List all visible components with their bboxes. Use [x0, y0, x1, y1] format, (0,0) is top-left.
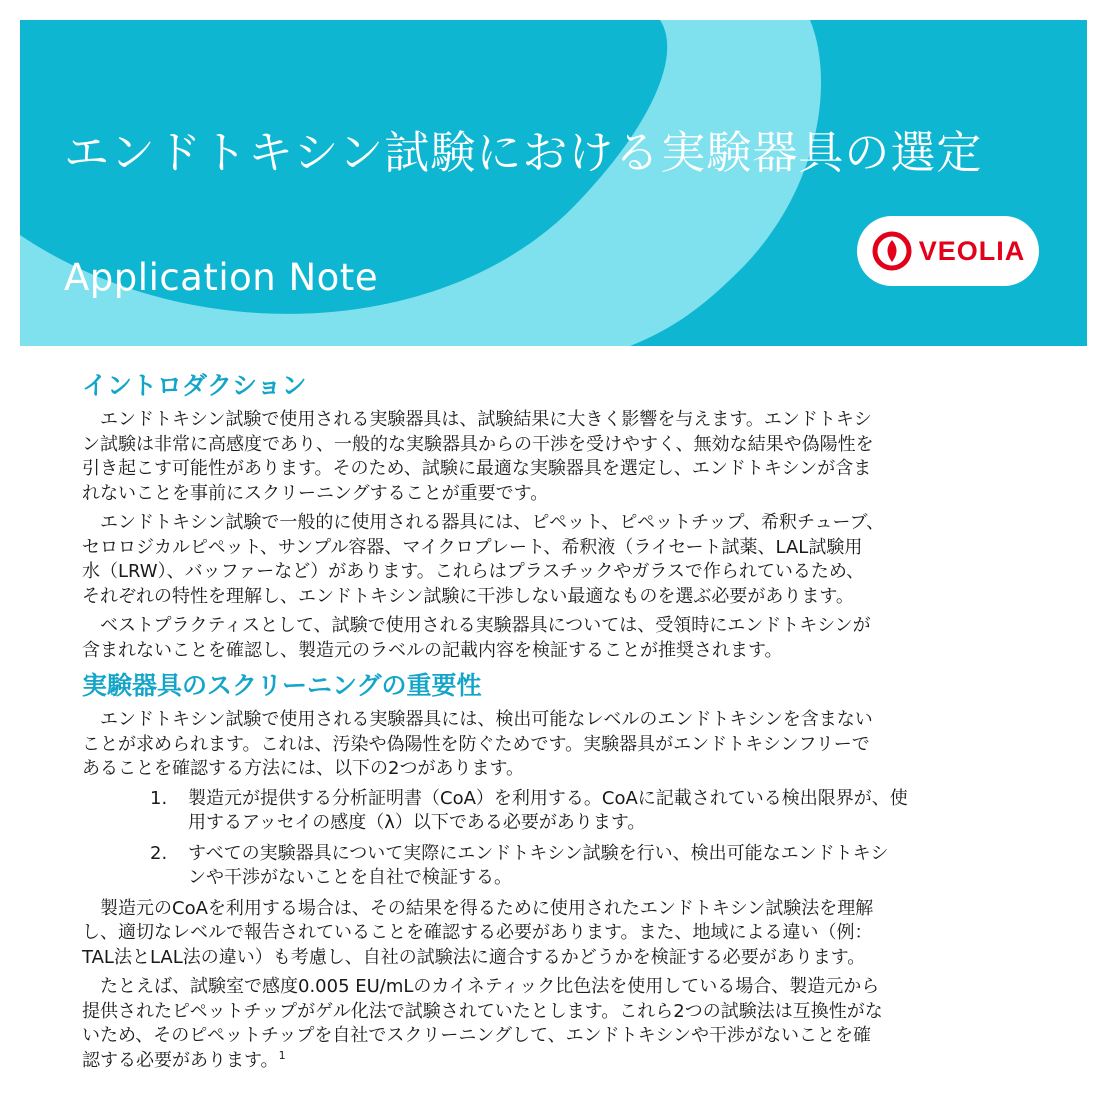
intro-paragraph-3: [82, 614, 1042, 663]
text-line: れないことを事前にスクリーニングすることが重要です。: [82, 482, 549, 504]
text-line: セロロジカルピペット、サンプル容器、マイクロプレート、希釈液（ライセート試薬、LAL試験用: [82, 536, 863, 558]
logo-wordmark: VEOLIA: [918, 235, 1026, 266]
footnote-marker: 1: [278, 1048, 286, 1062]
document-body: [82, 368, 1042, 1078]
text-line: ベストプラクティスとして、試験で使用される実験器具については、受領時にエンドトキシンが: [100, 615, 871, 636]
text-line: [82, 1049, 1042, 1074]
text-line: すべての実験器具について実際にエンドトキシン試験を行い、検出可能なエンドトキシ: [188, 842, 889, 864]
text-line: TAL法とLAL法の違い）も考慮し、自社の試験法に適合するかどうかを検証する必要があります。: [82, 946, 866, 968]
text-line: たとえば、試験室で感度0.005 EU/mLのカイネティック比色法を使用している場合、製造元から: [100, 976, 880, 997]
text-line: ンや干渉がないことを自社で検証する。: [188, 867, 512, 888]
document-subtitle: Application Note: [64, 256, 379, 299]
text-line: 製造元のCoAを利用する場合は、その結果を得るために使用されたエンドトキシン試験法を理解: [100, 897, 874, 919]
list-number: 1.: [150, 787, 168, 809]
text-line: エンドトキシン試験で使用される実験器具は、試験結果に大きく影響を与えます。エンドトキシ: [100, 409, 872, 430]
text-line: エンドトキシン試験で一般的に使用される器具には、ピペット、ピペットチップ、希釈チューブ、: [100, 512, 885, 533]
text-line: 用するアッセイの感度（λ）以下である必要があります。: [188, 812, 646, 833]
list-item: [82, 842, 1042, 891]
list-number: 2.: [150, 842, 168, 864]
text-line: いため、そのピペットチップを自社でスクリーニングして、エンドトキシンや干渉がないことを確: [82, 1025, 872, 1046]
text-line: ことが求められます。これは、汚染や偽陽性を防ぐためです。実験器具がエンドトキシンフリーで: [82, 733, 870, 755]
veolia-flame-icon: [871, 230, 913, 272]
text-line: エンドトキシン試験で使用される実験器具には、検出可能なレベルのエンドトキシンを含まない: [100, 709, 873, 730]
text-line: 引き起こす可能性があります。そのため、試験に最適な実験器具を選定し、エンドトキシンが含ま: [82, 458, 872, 479]
screening-methods-list: [82, 787, 1042, 891]
text-line: あることを確認する方法には、以下の2つがあります。: [82, 758, 525, 779]
intro-paragraph-1: [82, 408, 1042, 506]
example-paragraph: [82, 975, 1042, 1073]
text-line: 水（LRW）、バッファーなど）があります。これらはプラスチックやガラスで作られているため、: [82, 561, 865, 582]
text-line: し、適切なレベルで報告されていることを確認する必要があります。また、地域による違い（例：: [82, 922, 873, 943]
text-line: 提供されたピペットチップがゲル化法で試験されていたとします。これら2つの試験法は互換性がな: [82, 1000, 883, 1022]
screening-intro-paragraph: [82, 708, 1042, 782]
text-line: ン試験は非常に高感度であり、一般的な実験器具からの干渉を受けやすく、無効な結果や偽陽性を: [82, 433, 874, 455]
veolia-logo: [857, 216, 1039, 286]
section-heading-introduction: イントロダクション: [82, 371, 307, 400]
text-line: 製造元が提供する分析証明書（CoA）を利用する。CoAに記載されている検出限界が、使: [188, 787, 908, 809]
list-item: [82, 787, 1042, 836]
text-line: 含まれないことを確認し、製造元のラベルの記載内容を検証することが推奨されます。: [82, 639, 783, 661]
coa-paragraph: [82, 897, 1042, 971]
intro-paragraph-2: [82, 511, 1042, 609]
text-line-content: 認する必要があります。: [82, 1049, 279, 1071]
document-title: エンドトキシン試験における実験器具の選定: [64, 126, 983, 179]
text-line: それぞれの特性を理解し、エンドトキシン試験に干渉しない最適なものを選ぶ必要があります。: [82, 585, 854, 607]
section-heading-screening: 実験器具のスクリーニングの重要性: [82, 671, 482, 700]
header-banner: [20, 20, 1087, 346]
